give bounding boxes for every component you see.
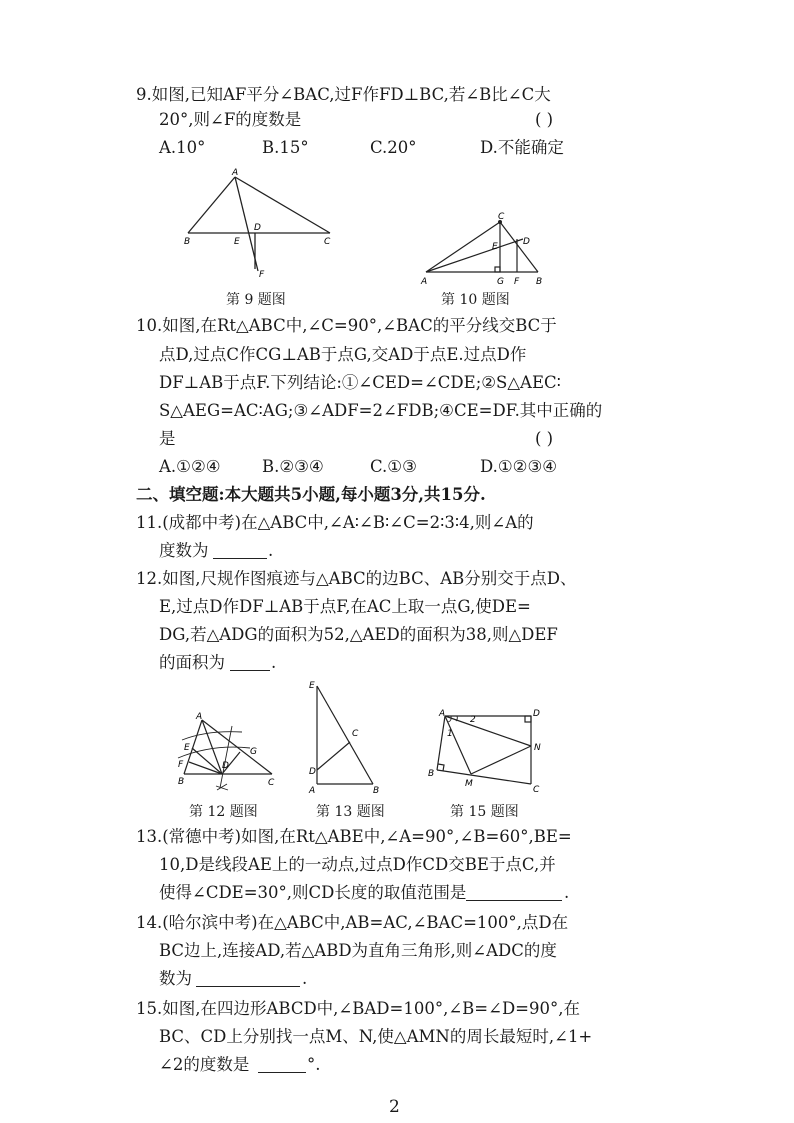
fig9-label-f: F [259,270,265,280]
figure-13-diagram [305,676,380,796]
q9-option-b: B.15° [262,138,309,157]
fig12-label-b: B [178,777,185,787]
q11-line-2: 度数为 [159,541,209,560]
fig15-label-d: D [533,709,540,719]
q13-line-3: 使得∠CDE=30°,则CD长度的取值范围是 [159,883,467,902]
figure-10-caption: 第 10 题图 [441,292,510,308]
q10-option-b: B.②③④ [262,457,324,476]
fig10-label-a: A [421,277,428,287]
fig12-label-e: E [184,743,190,753]
q13-line-3-end: . [564,883,570,902]
figure-15-caption: 第 15 题图 [450,804,519,820]
q12-line-4: 的面积为 [159,653,225,672]
q15-answer-blank[interactable] [258,1072,306,1073]
q10-option-d: D.①②③④ [480,457,558,476]
q10-line-2: 点D,过点C作CG⊥AB于点G,交AD于点E.过点D作 [159,345,527,364]
fig10-label-g: G [497,277,504,287]
q12-answer-blank[interactable] [230,670,270,671]
fig9-label-a: A [232,168,239,178]
q12-line-1: 12.如图,尺规作图痕迹与△ABC的边BC、AB分别交于点D、 [136,569,577,588]
fig15-label-1: 1 [447,729,453,739]
figure-12 [172,710,282,795]
figure-13-caption: 第 13 题图 [316,804,385,820]
section-2-heading: 二、填空题:本大题共5小题,每小题3分,共15分. [136,485,486,504]
q10-line-5: 是 [159,429,176,448]
fig13-label-b: B [373,786,380,796]
fig15-label-b: B [428,769,435,779]
q14-line-3-end: . [302,969,308,988]
fig15-label-m: M [465,779,473,789]
fig15-label-a: A [439,709,446,719]
q12-line-3: DG,若△ADG的面积为52,△AED的面积为38,则△DEF [159,625,558,644]
fig12-label-c: C [268,778,275,788]
q10-line-4: S△AEG=AC∶AG;③∠ADF=2∠FDB;④CE=DF.其中正确的 [159,401,603,420]
fig12-label-f: F [178,760,184,770]
q15-line-1: 15.如图,在四边形ABCD中,∠BAD=100°,∠B=∠D=90°,在 [136,999,580,1018]
fig13-label-d: D [309,767,316,777]
q9-line-2: 20°,则∠F的度数是 [159,110,302,129]
q10-answer-paren: ( ) [535,429,554,448]
fig10-label-f: F [514,277,520,287]
q9-answer-paren: ( ) [535,110,554,129]
figure-9-diagram [180,165,350,280]
q10-option-a: A.①②④ [159,457,221,476]
fig13-label-a: A [309,786,316,796]
fig9-label-b: B [184,237,191,247]
q11-line-2-end: . [268,541,274,560]
q13-line-1: 13.(常德中考)如图,在Rt△ABE中,∠A=90°,∠B=60°,BE= [136,827,572,846]
fig10-label-c: C [498,212,505,222]
fig13-label-e: E [309,681,315,691]
fig13-label-c: C [352,729,359,739]
fig15-label-c: C [533,785,540,795]
q11-line-1: 11.(成都中考)在△ABC中,∠A∶∠B∶∠C=2∶3∶4,则∠A的 [136,513,534,532]
fig15-label-2: 2 [470,715,476,725]
fig9-label-e: E [234,237,240,247]
q14-line-3: 数为 [159,969,192,988]
q13-line-2: 10,D是线段AE上的一动点,过点D作CD交BE于点C,并 [159,855,556,874]
q9-option-c: C.20° [370,138,417,157]
q15-line-2: BC、CD上分别找一点M、N,使△AMN的周长最短时,∠1+ [159,1027,593,1046]
q9-option-d: D.不能确定 [480,138,564,157]
figure-15-diagram [425,704,545,796]
figure-13 [305,676,380,796]
q14-line-1: 14.(哈尔滨中考)在△ABC中,AB=AC,∠BAC=100°,点D在 [136,913,569,932]
q12-line-4-end: . [271,653,277,672]
fig10-label-d: D [523,237,530,247]
page-number: 2 [389,1097,400,1117]
fig10-label-b: B [536,277,543,287]
figure-9 [180,165,350,280]
q9-line-1: 9.如图,已知AF平分∠BAC,过F作FD⊥BC,若∠B比∠C大 [136,85,551,104]
fig12-label-a: A [196,712,203,722]
figure-15 [425,704,545,796]
q12-line-2: E,过点D作DF⊥AB于点F,在AC上取一点G,使DE= [159,597,531,616]
q10-line-1: 10.如图,在Rt△ABC中,∠C=90°,∠BAC的平分线交BC于 [136,316,557,335]
q10-option-c: C.①③ [370,457,417,476]
q14-answer-blank[interactable] [196,986,300,987]
q15-line-3-end: °. [307,1055,321,1074]
fig12-label-g: G [250,747,257,757]
q10-line-3: DF⊥AB于点F.下列结论:①∠CED=∠CDE;②S△AEC∶ [159,373,561,392]
fig12-label-d: D [222,761,229,771]
q15-line-3: ∠2的度数是 [159,1055,250,1074]
q9-option-a: A.10° [159,138,206,157]
fig10-label-e: E [492,242,498,252]
fig9-label-c: C [324,237,331,247]
q14-line-2: BC边上,连接AD,若△ABD为直角三角形,则∠ADC的度 [159,941,557,960]
q11-answer-blank[interactable] [213,558,267,559]
figure-12-caption: 第 12 题图 [189,804,258,820]
figure-10-diagram [420,210,550,288]
fig9-label-d: D [254,223,261,233]
figure-10 [420,210,550,288]
figure-9-caption: 第 9 题图 [226,292,286,308]
figure-12-diagram [172,710,282,795]
fig15-label-n: N [534,743,541,753]
q13-answer-blank[interactable] [466,900,562,901]
